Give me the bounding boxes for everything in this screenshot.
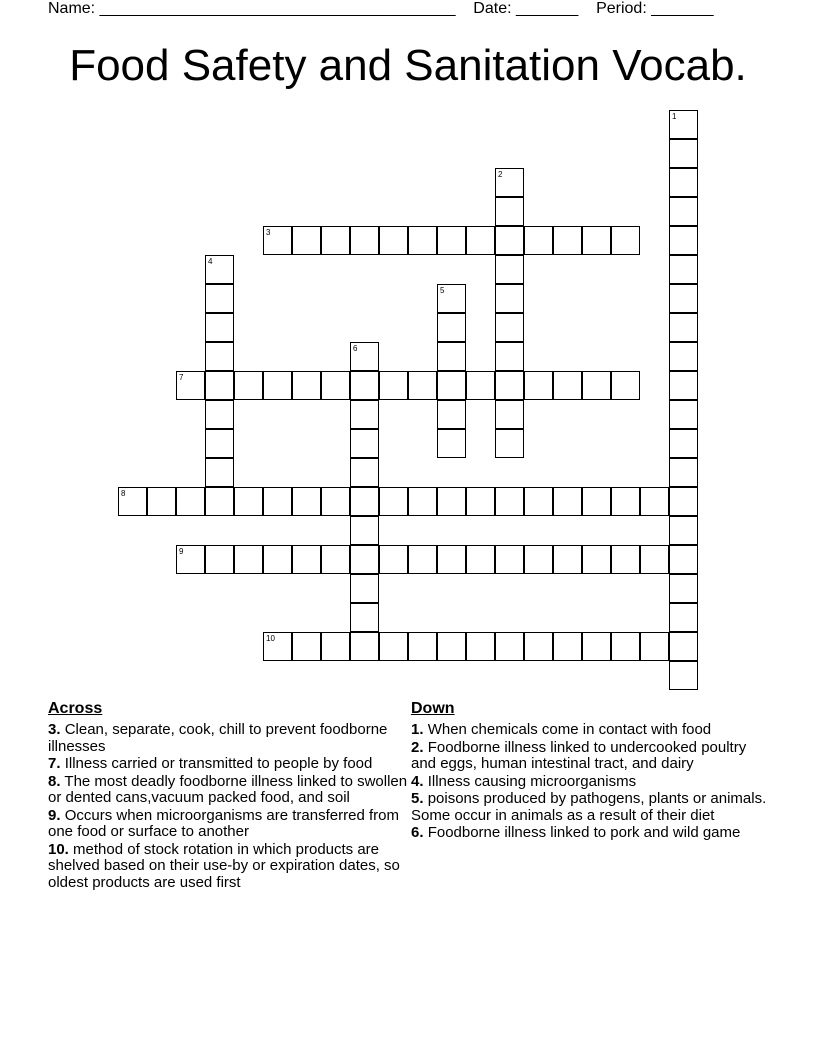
down-clue-1 [411, 722, 771, 739]
clue-number: 7. [48, 755, 61, 772]
clue-number-label: 3 [266, 228, 271, 237]
crossword-cell[interactable] [669, 226, 698, 255]
crossword-cell[interactable] [553, 487, 582, 516]
crossword-cell[interactable] [263, 487, 292, 516]
clue-number: 10. [48, 840, 69, 858]
crossword-cell[interactable] [437, 226, 466, 255]
clue-text: When chemicals come in contact with food [427, 721, 712, 738]
crossword-cell[interactable] [350, 603, 379, 632]
crossword-cell[interactable] [669, 371, 698, 400]
clue-number-label: 1 [672, 112, 677, 121]
crossword-cell[interactable] [176, 487, 205, 516]
crossword-cell[interactable] [350, 342, 379, 371]
clue-number-label: 5 [440, 286, 445, 295]
crossword-cell[interactable] [437, 313, 466, 342]
clue-number: 6. [411, 824, 424, 841]
clue-text: poisons produced by pathogens, plants or animals. Some occur in animals as a result of their diet [411, 790, 767, 824]
crossword-cell[interactable] [379, 226, 408, 255]
crossword-cell[interactable] [611, 632, 640, 661]
across-clue-2 [48, 756, 408, 773]
crossword-cell[interactable] [350, 429, 379, 458]
crossword-cell[interactable] [321, 371, 350, 400]
crossword-cell[interactable] [669, 487, 698, 516]
crossword-cell[interactable] [263, 371, 292, 400]
clue-number: 9. [48, 806, 61, 824]
crossword-cell[interactable] [669, 255, 698, 284]
across-clue-4 [48, 808, 408, 841]
crossword-cell[interactable] [350, 400, 379, 429]
crossword-cell[interactable] [321, 226, 350, 255]
crossword-cell[interactable] [263, 545, 292, 574]
crossword-cell[interactable] [118, 487, 147, 516]
crossword-cell[interactable] [350, 545, 379, 574]
crossword-cell[interactable] [205, 313, 234, 342]
clue-number-label: 7 [179, 373, 184, 382]
crossword-cell[interactable] [205, 400, 234, 429]
across-clue-3 [48, 774, 408, 807]
clue-text: Foodborne illness linked to pork and wild game [427, 824, 741, 841]
crossword-cell[interactable] [408, 632, 437, 661]
crossword-cell[interactable] [553, 545, 582, 574]
crossword-cell[interactable] [234, 487, 263, 516]
crossword-cell[interactable] [321, 487, 350, 516]
clue-number: 5. [411, 790, 424, 807]
crossword-cell[interactable] [466, 371, 495, 400]
crossword-cell[interactable] [640, 632, 669, 661]
crossword-cell[interactable] [205, 255, 234, 284]
clue-text: Illness causing microorganisms [427, 772, 637, 790]
clue-text: Illness carried or transmitted to people by food [64, 755, 373, 772]
crossword-cell[interactable] [495, 284, 524, 313]
crossword-cell[interactable] [582, 632, 611, 661]
crossword-cell[interactable] [669, 545, 698, 574]
crossword-cell[interactable] [147, 487, 176, 516]
crossword-cell[interactable] [495, 255, 524, 284]
crossword-cell[interactable] [495, 400, 524, 429]
crossword-cell[interactable] [495, 371, 524, 400]
crossword-cell[interactable] [234, 371, 263, 400]
crossword-cell[interactable] [437, 342, 466, 371]
crossword-cell[interactable] [350, 516, 379, 545]
crossword-cell[interactable] [321, 545, 350, 574]
clue-text: Occurs when microorganisms are transferred from one food or surface to another [48, 806, 399, 840]
clue-text: The most deadly foodborne illness linked to swollen or dented cans,vacuum packed food, and soil [48, 772, 408, 806]
crossword-cell[interactable] [466, 226, 495, 255]
name-blank[interactable]: ________________________________________ [99, 0, 456, 17]
clue-number: 2. [411, 738, 424, 756]
crossword-cell[interactable] [292, 545, 321, 574]
crossword-cell[interactable] [292, 226, 321, 255]
crossword-cell[interactable] [495, 168, 524, 197]
crossword-cell[interactable] [553, 371, 582, 400]
crossword-cell[interactable] [350, 632, 379, 661]
clue-text: method of stock rotation in which products are shelved based on their use-by or expiration dates, so oldest products are used first [48, 840, 400, 891]
crossword-cell[interactable] [495, 313, 524, 342]
crossword-cell[interactable] [176, 545, 205, 574]
crossword-cell[interactable] [495, 632, 524, 661]
across-clue-5 [48, 842, 408, 892]
crossword-cell[interactable] [466, 545, 495, 574]
across-heading: Across [48, 700, 103, 717]
down-clue-3 [411, 774, 771, 791]
crossword-cell[interactable] [205, 371, 234, 400]
crossword-cell[interactable] [553, 632, 582, 661]
crossword-cell[interactable] [669, 400, 698, 429]
clue-number-label: 2 [498, 170, 503, 179]
crossword-cell[interactable] [292, 487, 321, 516]
across-clues [48, 700, 408, 892]
crossword-cell[interactable] [524, 545, 553, 574]
crossword-cell[interactable] [669, 632, 698, 661]
crossword-cell[interactable] [205, 458, 234, 487]
crossword-cell[interactable] [582, 371, 611, 400]
crossword-cell[interactable] [350, 226, 379, 255]
crossword-cell[interactable] [350, 458, 379, 487]
crossword-cell[interactable] [350, 371, 379, 400]
crossword-cell[interactable] [611, 226, 640, 255]
crossword-cell[interactable] [350, 574, 379, 603]
crossword-cell[interactable] [669, 574, 698, 603]
down-clue-list [411, 722, 771, 842]
crossword-cell[interactable] [205, 284, 234, 313]
crossword-cell[interactable] [205, 342, 234, 371]
crossword-cell[interactable] [669, 516, 698, 545]
clue-number-label: 10 [266, 634, 275, 643]
crossword-cell[interactable] [176, 371, 205, 400]
crossword-cell[interactable] [437, 487, 466, 516]
crossword-cell[interactable] [379, 545, 408, 574]
crossword-cell[interactable] [408, 371, 437, 400]
crossword-cell[interactable] [437, 371, 466, 400]
crossword-cell[interactable] [379, 632, 408, 661]
down-heading: Down [411, 700, 455, 717]
crossword-cell[interactable] [553, 226, 582, 255]
crossword-cell[interactable] [437, 545, 466, 574]
clue-number: 8. [48, 772, 61, 790]
crossword-cell[interactable] [437, 429, 466, 458]
crossword-cell[interactable] [640, 487, 669, 516]
clue-number-label: 8 [121, 489, 126, 498]
crossword-cell[interactable] [408, 226, 437, 255]
crossword-cell[interactable] [321, 632, 350, 661]
crossword-cell[interactable] [495, 429, 524, 458]
crossword-cell[interactable] [611, 545, 640, 574]
crossword-cell[interactable] [408, 545, 437, 574]
crossword-cell[interactable] [408, 487, 437, 516]
crossword-cell[interactable] [524, 487, 553, 516]
crossword-cell[interactable] [350, 487, 379, 516]
crossword-cell[interactable] [611, 371, 640, 400]
crossword-cell[interactable] [466, 487, 495, 516]
crossword-cell[interactable] [379, 371, 408, 400]
crossword-cell[interactable] [466, 632, 495, 661]
crossword-cell[interactable] [640, 545, 669, 574]
crossword-cell[interactable] [669, 458, 698, 487]
crossword-cell[interactable] [437, 632, 466, 661]
crossword-cell[interactable] [669, 313, 698, 342]
crossword-cell[interactable] [524, 632, 553, 661]
date-blank[interactable]: _______ [516, 0, 579, 17]
crossword-cell[interactable] [205, 545, 234, 574]
crossword-cell[interactable] [205, 487, 234, 516]
crossword-cell[interactable] [669, 168, 698, 197]
crossword-cell[interactable] [495, 342, 524, 371]
clue-number: 3. [48, 721, 61, 738]
crossword-cell[interactable] [582, 545, 611, 574]
crossword-cell[interactable] [669, 139, 698, 168]
crossword-cell[interactable] [205, 429, 234, 458]
across-clue-1 [48, 722, 408, 755]
clue-number-label: 4 [208, 257, 213, 266]
period-blank[interactable]: _______ [651, 0, 714, 17]
crossword-cell[interactable] [263, 632, 292, 661]
crossword-cell[interactable] [234, 545, 263, 574]
crossword-cell[interactable] [669, 429, 698, 458]
date-label: Date: [473, 0, 512, 17]
clue-number-label: 6 [353, 344, 358, 353]
crossword-cell[interactable] [437, 284, 466, 313]
clue-number: 1. [411, 721, 424, 738]
clue-number-label: 9 [179, 547, 184, 556]
clue-text: Foodborne illness linked to undercooked poultry and eggs, human intestinal tract, and dairy [411, 738, 747, 772]
crossword-cell[interactable] [669, 342, 698, 371]
period-label: Period: [596, 0, 647, 17]
crossword-cell[interactable] [582, 487, 611, 516]
clue-number: 4. [411, 772, 424, 790]
crossword-cell[interactable] [582, 226, 611, 255]
crossword-cell[interactable] [669, 284, 698, 313]
crossword-cell[interactable] [292, 371, 321, 400]
crossword-cell[interactable] [669, 110, 698, 139]
crossword-cell[interactable] [669, 197, 698, 226]
crossword-cell[interactable] [292, 632, 321, 661]
down-clue-5 [411, 825, 771, 842]
crossword-cell[interactable] [495, 545, 524, 574]
crossword-cell[interactable] [524, 371, 553, 400]
crossword-cell[interactable] [495, 226, 524, 255]
crossword-cell[interactable] [379, 487, 408, 516]
crossword-cell[interactable] [669, 661, 698, 690]
crossword-cell[interactable] [611, 487, 640, 516]
crossword-cell[interactable] [263, 226, 292, 255]
crossword-cell[interactable] [495, 487, 524, 516]
crossword-cell[interactable] [669, 603, 698, 632]
crossword-cell[interactable] [437, 400, 466, 429]
page-title: Food Safety and Sanitation Vocab. [69, 41, 747, 90]
down-clue-4 [411, 791, 771, 824]
down-clues [411, 700, 771, 843]
down-clue-2 [411, 740, 771, 773]
across-clue-list [48, 722, 408, 891]
crossword-cell[interactable] [524, 226, 553, 255]
name-label: Name: [48, 0, 96, 17]
crossword-cell[interactable] [495, 197, 524, 226]
clue-text: Clean, separate, cook, chill to prevent foodborne illnesses [48, 721, 388, 755]
